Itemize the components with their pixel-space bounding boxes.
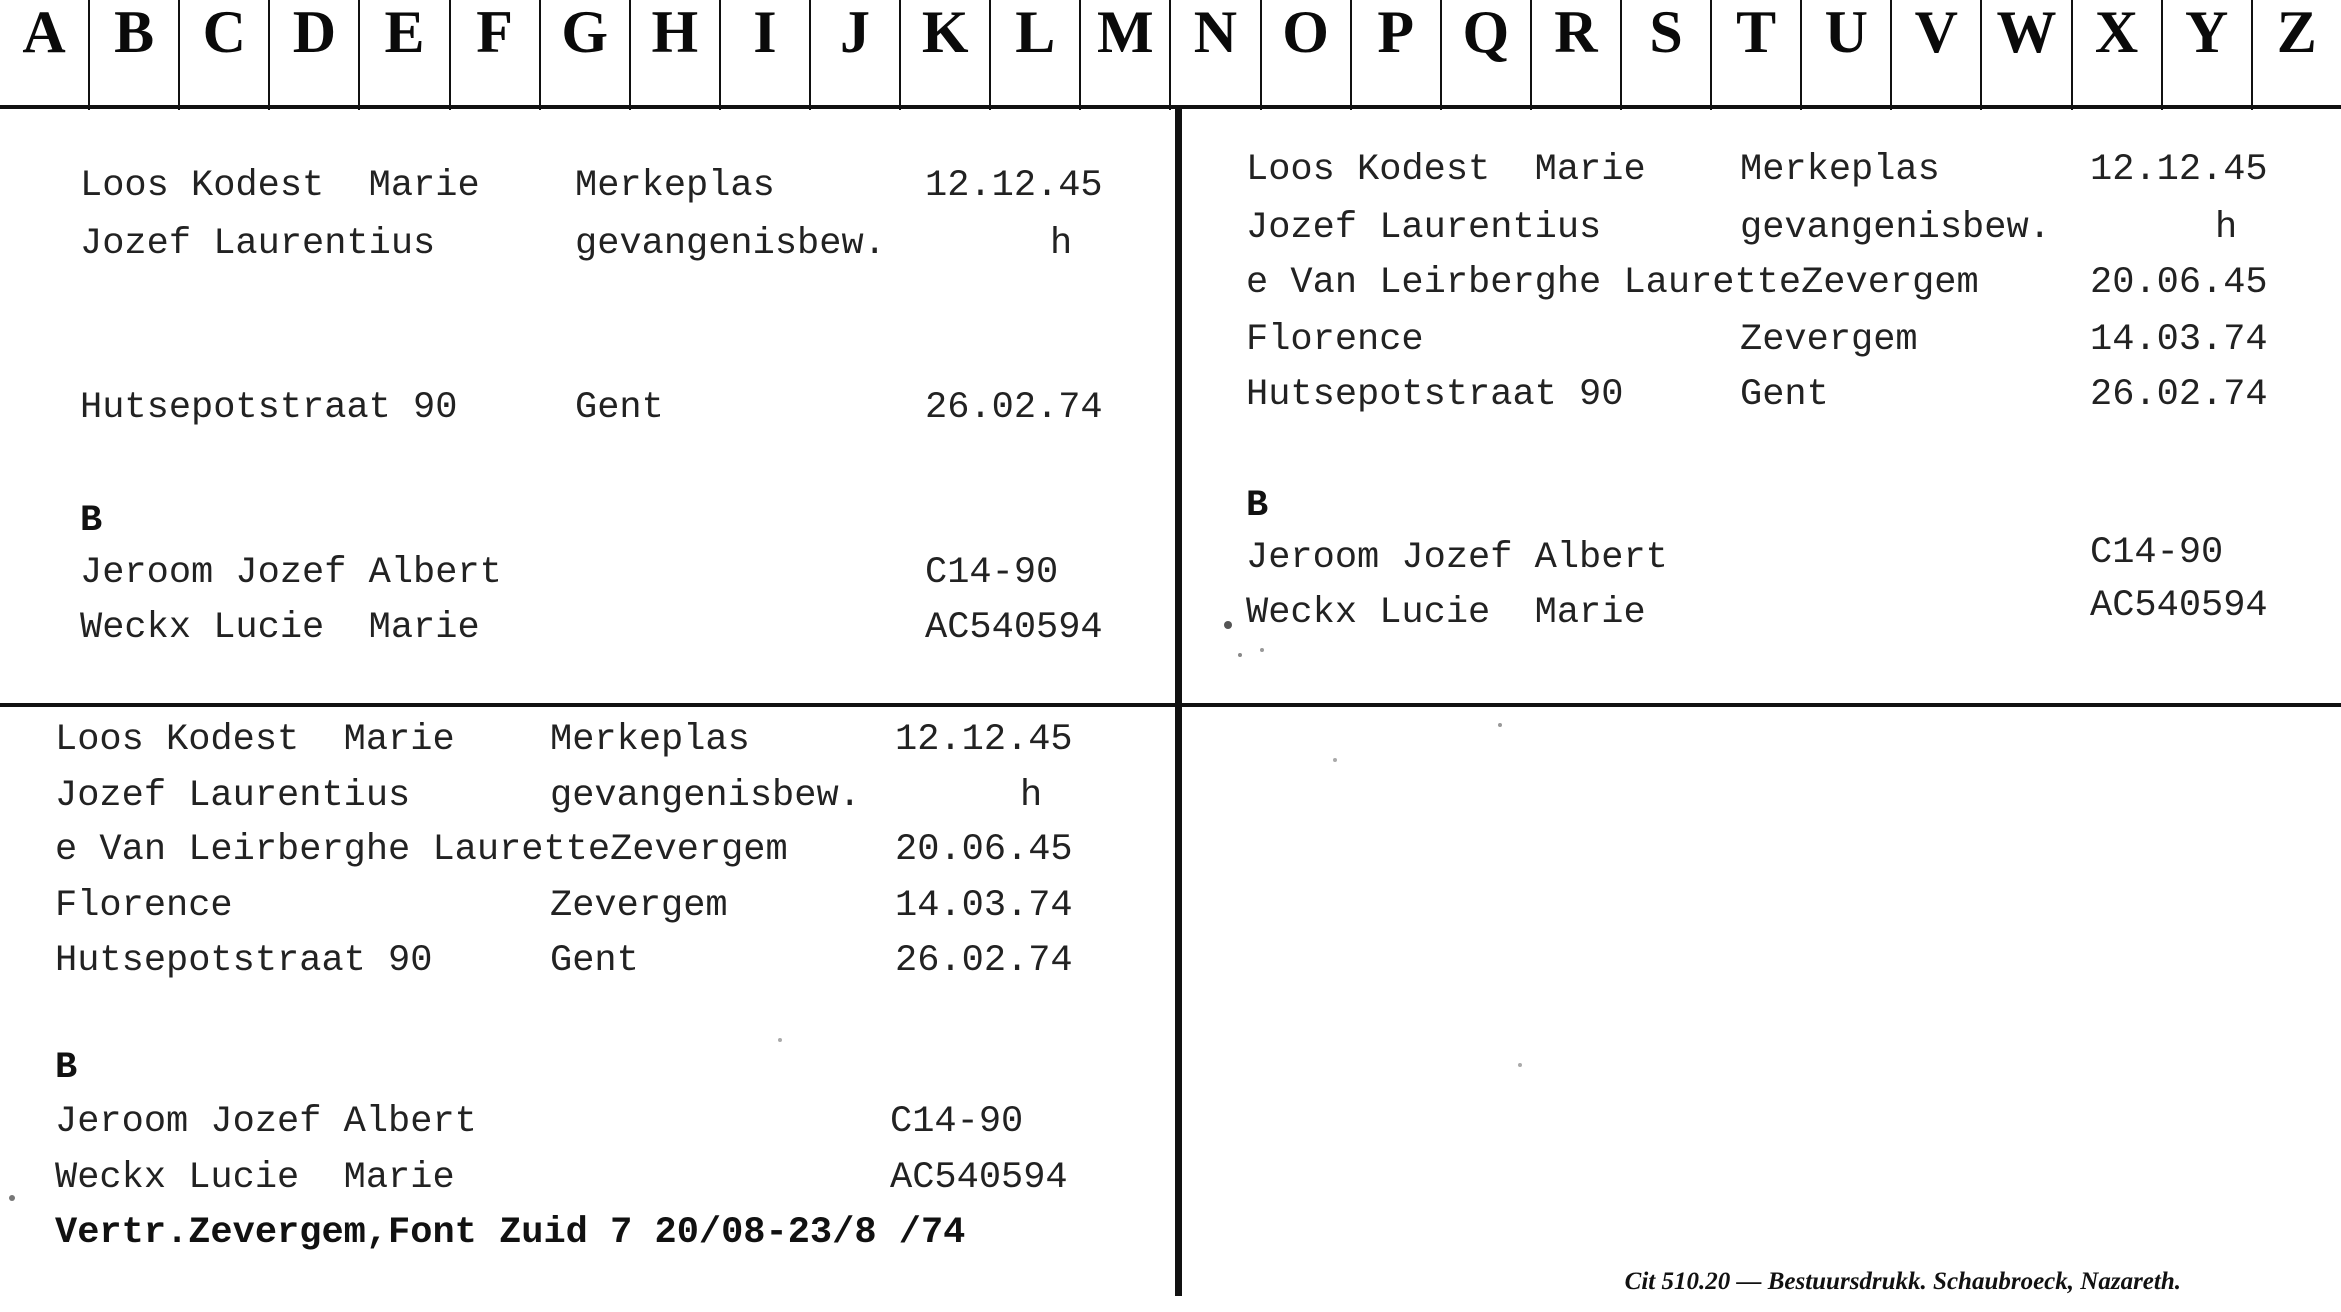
father-field: Jeroom Jozef Albert (1246, 537, 1668, 579)
birthdate-field: 12.12.45 (925, 165, 1103, 207)
spouse-city-field: Zevergem (1740, 319, 1918, 361)
street-field: Hutsepotstraat 90 (55, 940, 433, 982)
surname-field: Loos Kodest Marie (55, 719, 455, 761)
registration-date-field: 26.02.74 (2090, 374, 2268, 416)
index-tab-r: R (1532, 0, 1622, 110)
code-field: h (1020, 775, 1043, 817)
section-letter: B (1246, 485, 1269, 527)
section-letter: B (80, 500, 103, 542)
spouse-city-date-field: 14.03.74 (895, 885, 1073, 927)
city-field: Gent (1740, 374, 1829, 416)
id-number-field: AC540594 (890, 1157, 1068, 1199)
spouse-city-field: Zevergem (550, 885, 728, 927)
index-tab-t: T (1712, 0, 1802, 110)
birthdate-field: 12.12.45 (2090, 149, 2268, 191)
spouse-field: e Van Leirberghe LauretteZevergem (1246, 262, 1979, 304)
birthdate-field: 12.12.45 (895, 719, 1073, 761)
section-letter: B (55, 1047, 78, 1089)
given-names-field: Jozef Laurentius (1246, 207, 1602, 249)
city-field: Gent (575, 387, 664, 429)
street-field: Hutsepotstraat 90 (1246, 374, 1624, 416)
index-tab-z: Z (2276, 0, 2317, 65)
spouse-city-date-field: 14.03.74 (2090, 319, 2268, 361)
index-tab-v: V (1892, 0, 1982, 110)
profession-field: gevangenisbew. (575, 223, 886, 265)
index-tab-n: N (1171, 0, 1261, 110)
index-tab-k: K (901, 0, 991, 110)
file-number-field: C14-90 (925, 552, 1059, 594)
registration-date-field: 26.02.74 (895, 940, 1073, 982)
file-number-field: C14-90 (2090, 532, 2224, 574)
departure-note: Vertr.Zevergem,Font Zuid 7 20/08-23/8 /74 (55, 1212, 966, 1254)
spouse-date-field: 20.06.45 (895, 829, 1073, 871)
code-field: h (1050, 223, 1073, 265)
father-field: Jeroom Jozef Albert (55, 1101, 477, 1143)
index-tab-l: L (991, 0, 1081, 110)
street-field: Hutsepotstraat 90 (80, 387, 458, 429)
printer-imprint: Cit 510.20 — Bestuursdrukk. Schaubroeck, Nazareth. (1624, 1268, 2181, 1295)
spouse-date-field: 20.06.45 (2090, 262, 2268, 304)
profession-field: gevangenisbew. (550, 775, 861, 817)
spouse-field: e Van Leirberghe LauretteZevergem (55, 829, 788, 871)
index-tab-c: C (180, 0, 270, 110)
code-field: h (2215, 207, 2238, 249)
surname-field: Loos Kodest Marie (1246, 149, 1646, 191)
index-tab-m: M (1081, 0, 1171, 110)
index-tab-w: W (1982, 0, 2072, 110)
index-tab-x: X (2073, 0, 2163, 110)
index-tab-g: G (541, 0, 631, 110)
mother-field: Weckx Lucie Marie (80, 607, 480, 649)
index-tab-o: O (1262, 0, 1352, 110)
mother-field: Weckx Lucie Marie (1246, 592, 1646, 634)
father-field: Jeroom Jozef Albert (80, 552, 502, 594)
index-tab-p: P (1352, 0, 1442, 110)
given-names-field: Jozef Laurentius (55, 775, 411, 817)
registration-date-field: 26.02.74 (925, 387, 1103, 429)
index-tab-u: U (1802, 0, 1892, 110)
spouse-given-field: Florence (1246, 319, 1424, 361)
spouse-given-field: Florence (55, 885, 233, 927)
file-number-field: C14-90 (890, 1101, 1024, 1143)
birthplace-field: Merkeplas (575, 165, 775, 207)
index-tab-d: D (270, 0, 360, 110)
index-tab-i: I (721, 0, 811, 110)
city-field: Gent (550, 940, 639, 982)
index-tab-q: Q (1442, 0, 1532, 110)
given-names-field: Jozef Laurentius (80, 223, 436, 265)
index-tab-b: B (90, 0, 180, 110)
birthplace-field: Merkeplas (1740, 149, 1940, 191)
index-tab-a: A (0, 0, 90, 110)
index-tab-e: E (360, 0, 450, 110)
index-tab-h: H (631, 0, 721, 110)
mother-field: Weckx Lucie Marie (55, 1157, 455, 1199)
index-tab-f: F (451, 0, 541, 110)
birthplace-field: Merkeplas (550, 719, 750, 761)
index-tab-y: Y (2163, 0, 2253, 110)
profession-field: gevangenisbew. (1740, 207, 2051, 249)
id-number-field: AC540594 (2090, 585, 2268, 627)
id-number-field: AC540594 (925, 607, 1103, 649)
index-tab-s: S (1622, 0, 1712, 110)
surname-field: Loos Kodest Marie (80, 165, 480, 207)
index-tab-j: J (811, 0, 901, 110)
